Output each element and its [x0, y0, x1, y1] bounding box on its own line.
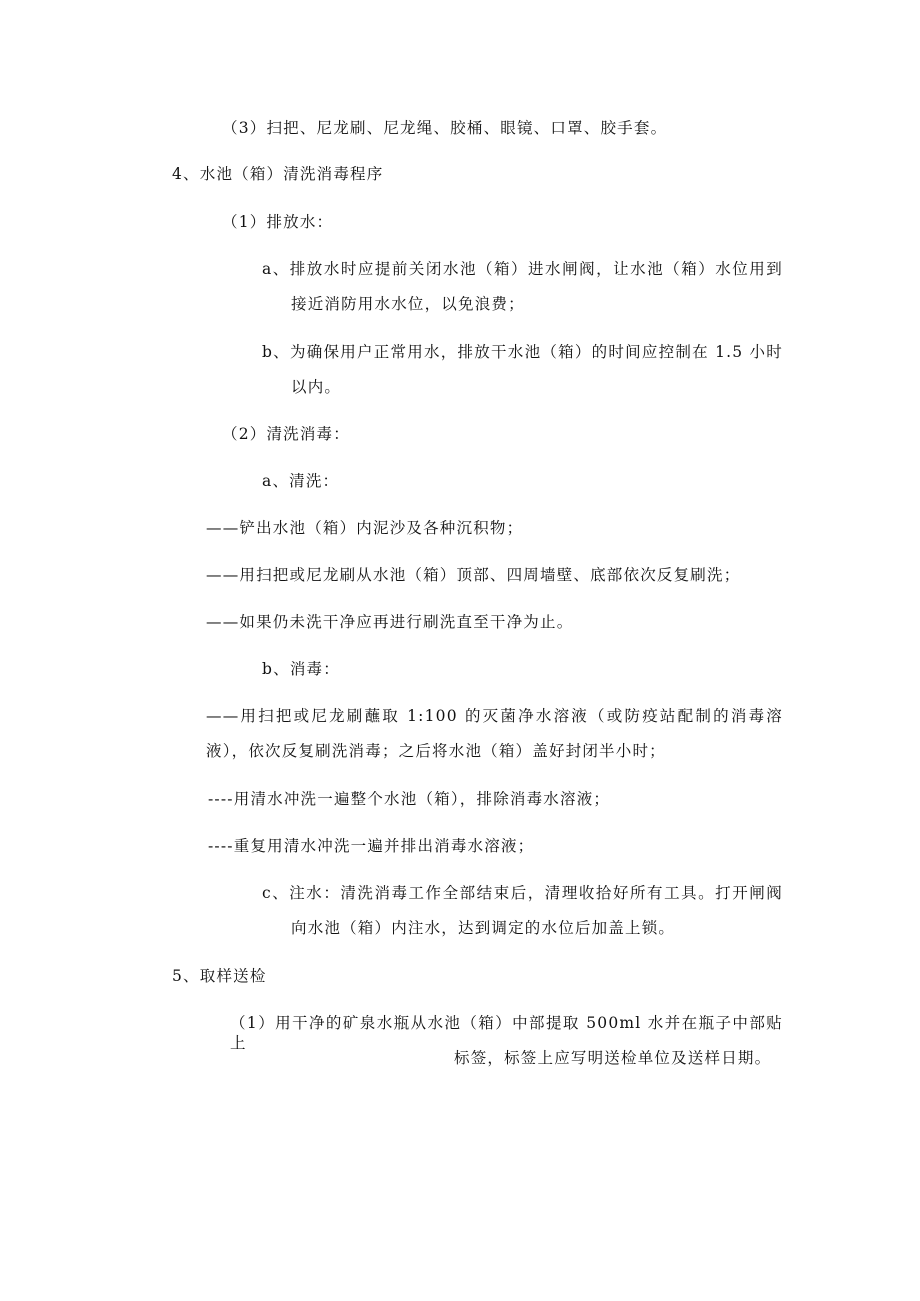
subsection-2-title: （2）清洗消毒： [222, 425, 350, 443]
item-a-drain-line2: 接近消防用水水位，以免浪费； [291, 295, 525, 313]
item-b-drain-line1: b、为确保用户正常用水，排放干水池（箱）的时间应控制在 1.5 小时 [262, 343, 783, 361]
tools-list-item-3: （3）扫把、尼龙刷、尼龙绳、胶桶、眼镜、口罩、胶手套。 [222, 119, 668, 137]
item-c-fill-line2: 向水池（箱）内注水，达到调定的水位后加盖上锁。 [291, 919, 676, 937]
section-4-title: 4、水池（箱）清洗消毒程序 [172, 165, 384, 183]
section-5-item-1-line1: （1）用干净的矿泉水瓶从水池（箱）中部提取 500ml 水并在瓶子中部贴上 [230, 1014, 783, 1052]
item-b-drain-line2: 以内。 [291, 378, 342, 396]
dash-item-5: ----用清水冲洗一遍整个水池（箱），排除消毒水溶液； [208, 790, 611, 808]
item-a-clean-title: a、清洗： [262, 472, 340, 490]
dash-item-3: ——如果仍未洗干净应再进行刷洗直至干净为止。 [206, 613, 574, 631]
dash-item-6: ----重复用清水冲洗一遍并排出消毒水溶液； [208, 837, 535, 855]
item-c-fill-line1: c、注水：清洗消毒工作全部结束后，清理收拾好所有工具。打开闸阀 [262, 884, 783, 902]
dash-item-1: ——铲出水池（箱）内泥沙及各种沉积物； [206, 519, 524, 537]
section-5-title: 5、取样送检 [172, 967, 267, 985]
dash-item-2: ——用扫把或尼龙刷从水池（箱）顶部、四周墙壁、底部依次反复刷洗； [206, 566, 741, 584]
dash-item-4-line1: ——用扫把或尼龙刷蘸取 1:100 的灭菌净水溶液（或防疫站配制的消毒溶 [206, 707, 783, 725]
section-5-item-1-line2: 标签，标签上应写明送检单位及送样日期。 [454, 1049, 772, 1067]
item-a-drain-line1: a、排放水时应提前关闭水池（箱）进水闸阀，让水池（箱）水位用到 [262, 260, 783, 278]
item-b-disinfect-title: b、消毒： [262, 660, 340, 678]
dash-item-4-line2: 液），依次反复刷洗消毒；之后将水池（箱）盖好封闭半小时； [206, 742, 666, 760]
subsection-1-title: （1）排放水： [222, 213, 334, 231]
